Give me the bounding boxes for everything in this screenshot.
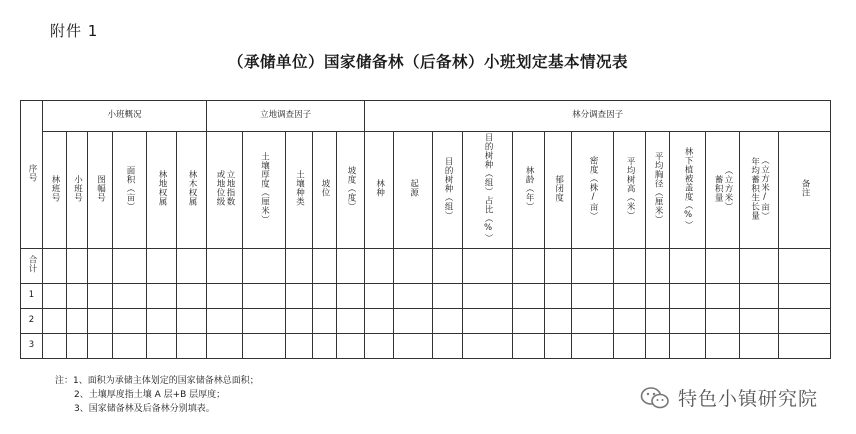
table-cell[interactable] — [147, 249, 177, 284]
table-row — [21, 309, 831, 334]
table-cell[interactable] — [463, 284, 513, 309]
table-cell[interactable] — [572, 249, 614, 284]
page-title: （承储单位）国家储备林（后备林）小班划定基本情况表 — [227, 53, 628, 71]
table-cell[interactable] — [572, 284, 614, 309]
table-cell[interactable] — [67, 309, 88, 334]
table-cell[interactable] — [740, 309, 779, 334]
table-cell[interactable] — [646, 334, 670, 359]
table-cell[interactable] — [706, 334, 740, 359]
table-cell[interactable] — [67, 249, 88, 284]
table-cell[interactable] — [243, 309, 286, 334]
table-cell[interactable] — [433, 309, 463, 334]
table-cell[interactable] — [646, 309, 670, 334]
table-cell[interactable] — [113, 284, 147, 309]
table-cell[interactable] — [572, 334, 614, 359]
table-cell[interactable] — [614, 334, 646, 359]
table-cell[interactable] — [337, 334, 365, 359]
table-cell[interactable] — [337, 309, 365, 334]
table-cell[interactable] — [313, 309, 337, 334]
seq-header: 序号 — [21, 101, 43, 249]
table-cell[interactable] — [646, 284, 670, 309]
table-cell[interactable] — [207, 309, 243, 334]
col-avg-dbh: 平均胸径（厘米） — [646, 132, 670, 249]
table-cell[interactable] — [572, 309, 614, 334]
table-cell[interactable] — [243, 284, 286, 309]
table-cell[interactable] — [513, 284, 545, 309]
table-cell[interactable] — [433, 249, 463, 284]
table-cell[interactable] — [243, 334, 286, 359]
row-label: 2 — [21, 309, 43, 334]
attachment-label: 附件 1 — [50, 22, 99, 40]
header-text-column: （立方米） — [723, 165, 734, 211]
table-cell[interactable] — [43, 334, 67, 359]
table-cell[interactable] — [88, 309, 113, 334]
table-cell[interactable] — [394, 249, 433, 284]
row-label: 3 — [21, 334, 43, 359]
col-slope-degree: 坡度（度） — [337, 132, 365, 249]
table-cell[interactable] — [337, 284, 365, 309]
row-label-total: 合计 — [21, 249, 43, 284]
table-cell[interactable] — [207, 334, 243, 359]
note-line: 3、国家储备林及后备林分别填表。 — [74, 404, 215, 414]
group-forest-factors: 林分调查因子 — [365, 101, 831, 132]
table-cell[interactable] — [43, 309, 67, 334]
col-target-ratio: 目的树种（组）占比（%） — [463, 132, 513, 249]
note-line: 2、土壤厚度指土壤 A 层+B 层厚度； — [74, 390, 226, 400]
table-cell[interactable] — [147, 284, 177, 309]
table-row — [21, 284, 831, 309]
col-tree-right: 林木权属 — [177, 132, 207, 249]
col-remark: 备注 — [779, 132, 831, 249]
table-cell[interactable] — [147, 334, 177, 359]
table-cell[interactable] — [113, 334, 147, 359]
table-cell[interactable] — [286, 249, 313, 284]
col-site-index — [207, 132, 243, 249]
table-cell[interactable] — [513, 249, 545, 284]
col-slope-position: 坡位 — [313, 132, 337, 249]
table-cell[interactable] — [177, 309, 207, 334]
col-understory-cover: 林下植被盖度（%） — [670, 132, 706, 249]
table-cell[interactable] — [286, 284, 313, 309]
table-cell[interactable] — [67, 334, 88, 359]
table-cell[interactable] — [670, 249, 706, 284]
note-line: 注：1、面积为承储主体划定的国家储备林总面积； — [55, 376, 259, 386]
table-cell[interactable] — [513, 334, 545, 359]
table-cell[interactable] — [394, 284, 433, 309]
table-cell[interactable] — [740, 334, 779, 359]
table-cell[interactable] — [113, 249, 147, 284]
group-site-factors: 立地调查因子 — [207, 101, 365, 132]
table-cell[interactable] — [243, 249, 286, 284]
table-cell[interactable] — [614, 284, 646, 309]
table-cell[interactable] — [286, 334, 313, 359]
table-cell[interactable] — [545, 334, 572, 359]
col-tu-fu-hao: 图幅号 — [88, 132, 113, 249]
table-cell[interactable] — [88, 284, 113, 309]
table-cell[interactable] — [545, 284, 572, 309]
col-species: 林种 — [365, 132, 394, 249]
col-land-right: 林地权属 — [147, 132, 177, 249]
table-cell[interactable] — [313, 284, 337, 309]
header-text-column: 立地指数 — [224, 170, 235, 207]
col-avg-height: 平均树高（米） — [614, 132, 646, 249]
survey-table — [20, 100, 831, 359]
table-cell[interactable] — [177, 249, 207, 284]
table-notes — [55, 374, 259, 416]
table-cell[interactable] — [545, 249, 572, 284]
table-cell[interactable] — [313, 334, 337, 359]
col-annual-growth — [740, 132, 779, 249]
table-cell[interactable] — [88, 334, 113, 359]
table-cell[interactable] — [646, 249, 670, 284]
col-density: 密度（株/亩） — [572, 132, 614, 249]
col-age: 林龄（年） — [513, 132, 545, 249]
table-cell[interactable] — [706, 249, 740, 284]
col-soil-type: 土壤种类 — [286, 132, 313, 249]
table-cell[interactable] — [779, 249, 831, 284]
table-cell[interactable] — [670, 284, 706, 309]
table-cell[interactable] — [365, 284, 394, 309]
table-cell[interactable] — [614, 249, 646, 284]
table-row — [21, 334, 831, 359]
table-cell[interactable] — [394, 334, 433, 359]
table-cell[interactable] — [365, 334, 394, 359]
row-label: 1 — [21, 284, 43, 309]
table-cell[interactable] — [337, 249, 365, 284]
table-cell[interactable] — [740, 284, 779, 309]
table-cell[interactable] — [177, 334, 207, 359]
header-text-column: 蓄积量 — [713, 174, 724, 202]
table-cell[interactable] — [706, 284, 740, 309]
table-cell[interactable] — [779, 284, 831, 309]
col-origin: 起源 — [394, 132, 433, 249]
table-cell[interactable] — [463, 249, 513, 284]
table-cell[interactable] — [779, 334, 831, 359]
column-header-row — [21, 132, 831, 249]
table-cell[interactable] — [463, 309, 513, 334]
table-cell[interactable] — [365, 309, 394, 334]
header-text-column: 年均蓄积生长量 — [749, 156, 760, 220]
table-cell[interactable] — [88, 249, 113, 284]
group-small-class: 小班概况 — [43, 101, 207, 132]
table-cell[interactable] — [286, 309, 313, 334]
col-xiao-ban-hao: 小班号 — [67, 132, 88, 249]
col-volume — [706, 132, 740, 249]
header-text-column: 或地位级 — [215, 170, 226, 207]
watermark — [640, 384, 818, 411]
table-cell[interactable] — [177, 284, 207, 309]
table-cell[interactable] — [207, 284, 243, 309]
table-cell[interactable] — [513, 309, 545, 334]
table-cell[interactable] — [207, 249, 243, 284]
table-cell[interactable] — [433, 284, 463, 309]
table-cell[interactable] — [670, 309, 706, 334]
table-cell[interactable] — [670, 334, 706, 359]
table-cell[interactable] — [433, 334, 463, 359]
header-text-column: （立方米/亩） — [759, 155, 770, 221]
watermark-text: 特色小镇研究院 — [678, 388, 819, 410]
table-cell[interactable] — [313, 249, 337, 284]
col-target-species: 目的树种（组） — [433, 132, 463, 249]
table-cell[interactable] — [706, 309, 740, 334]
table-row — [21, 249, 831, 284]
table-cell[interactable] — [614, 309, 646, 334]
table-cell[interactable] — [740, 249, 779, 284]
table-cell[interactable] — [67, 284, 88, 309]
table-cell[interactable] — [147, 309, 177, 334]
wechat-icon — [640, 386, 670, 410]
table-cell[interactable] — [779, 309, 831, 334]
table-cell[interactable] — [365, 249, 394, 284]
table-cell[interactable] — [43, 249, 67, 284]
table-cell[interactable] — [394, 309, 433, 334]
table-cell[interactable] — [545, 309, 572, 334]
col-lin-ban-hao: 林班号 — [43, 132, 67, 249]
table-cell[interactable] — [113, 309, 147, 334]
table-cell[interactable] — [463, 334, 513, 359]
col-area: 面积（亩） — [113, 132, 147, 249]
col-soil-depth: 土壤厚度（厘米） — [243, 132, 286, 249]
col-canopy: 郁闭度 — [545, 132, 572, 249]
table-cell[interactable] — [43, 284, 67, 309]
